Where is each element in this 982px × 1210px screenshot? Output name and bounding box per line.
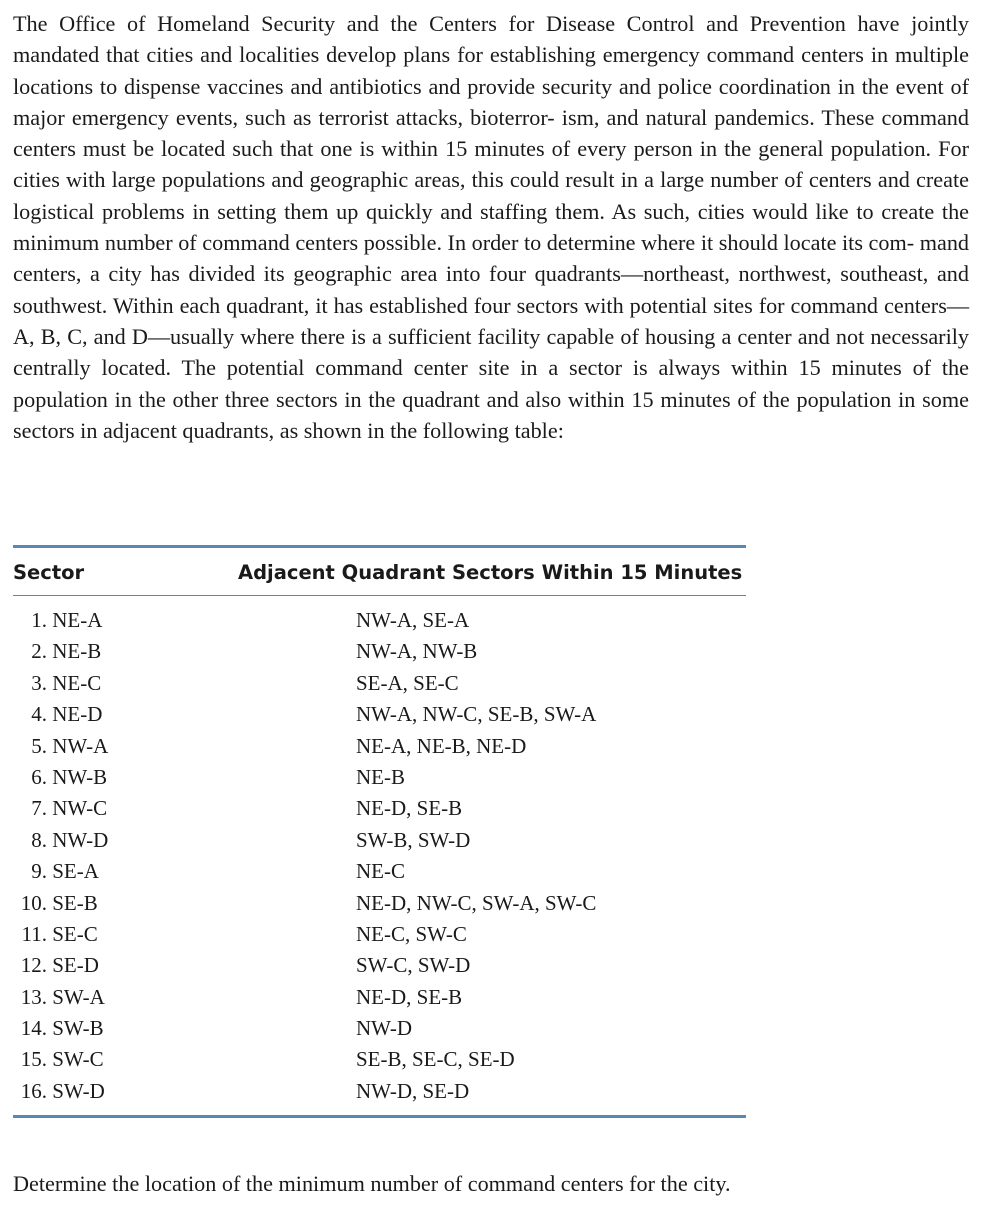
- adjacent-cell: NW-D: [356, 1016, 412, 1041]
- intro-line: The Office of Homeland Security and the Centers for Disease Control and Prevention have: [13, 11, 900, 36]
- sector-cell: [13, 1076, 133, 1107]
- adjacent-cell: NW-A, SE-A: [356, 608, 470, 632]
- table-row: [13, 731, 746, 762]
- row-number: 14.: [20, 1016, 47, 1041]
- intro-line: in setting them up quickly and staffing them. As such, cities would like to create the minimum: [13, 198, 970, 256]
- adjacent-cell: SE-B, SE-C, SE-D: [356, 1047, 515, 1072]
- sector-cell: [13, 668, 133, 699]
- table-row: [13, 856, 746, 887]
- intro-line: centers in multiple locations to dispense vaccines and antibiotics and provide security and: [13, 42, 969, 99]
- sector-name: SE-A: [52, 859, 99, 884]
- row-number: 16.: [20, 1078, 47, 1103]
- adjacent-cell: NW-A, NW-B: [356, 639, 478, 664]
- table-row: [13, 1076, 746, 1107]
- sector-name: NW-C: [52, 796, 108, 821]
- sector-name: SE-B: [52, 890, 98, 915]
- sector-cell: [13, 825, 133, 856]
- document-page: [13, 8, 970, 1196]
- row-number: 11.: [21, 921, 47, 946]
- table-row: [13, 636, 746, 667]
- intro-line: of housing a center and not necessarily centrally located. The potential command center site in: [13, 323, 969, 381]
- sector-cell: [13, 919, 133, 950]
- adjacent-cell: NE-D, SE-B: [356, 984, 463, 1009]
- table-header: [13, 548, 746, 595]
- row-number: 1.: [31, 608, 47, 632]
- sector-cell: [13, 856, 133, 887]
- adjacent-cell: SW-C, SW-D: [356, 953, 471, 978]
- row-number: 9.: [31, 859, 47, 884]
- intro-line: the following table:: [390, 417, 564, 443]
- sector-cell: [13, 982, 133, 1013]
- intro-paragraph: [13, 8, 969, 446]
- header-adjacent: Adjacent Quadrant Sectors Within 15 Minutes: [238, 561, 743, 584]
- row-number: 8.: [31, 827, 47, 852]
- sector-name: NW-B: [52, 764, 108, 789]
- sector-name: SW-A: [52, 984, 105, 1009]
- row-number: 6.: [31, 764, 47, 789]
- header-sector: Sector: [13, 561, 85, 584]
- sector-cell: [13, 636, 133, 667]
- row-number: 4.: [31, 702, 47, 727]
- intro-line: and also within 15 minutes of the population in some sectors in adjacent quadrants, as shown in: [13, 386, 969, 443]
- sector-cell: [13, 888, 133, 919]
- table-row: [13, 825, 746, 856]
- table-row: [13, 605, 746, 636]
- sector-cell: [13, 1013, 133, 1044]
- sector-name: NW-A: [52, 733, 109, 758]
- intro-line: southeast, and southwest. Within each quadrant, it has established four sectors with potential: [13, 261, 969, 318]
- intro-line: sites for command centers—A, B, C, and D—usually where there is a sufficient facility capable: [13, 292, 970, 349]
- sector-cell: [13, 699, 133, 730]
- sector-name: NE-C: [52, 670, 102, 695]
- adjacent-cell: NE-D, NW-C, SW-A, SW-C: [356, 890, 597, 915]
- sector-name: NE-A: [52, 608, 103, 632]
- intro-line: geographic areas, this could result in a large number of centers and create logistical problems: [13, 167, 969, 224]
- sector-cell: [13, 950, 133, 981]
- adjacent-cell: NE-D, SE-B: [356, 796, 463, 821]
- table-row: [13, 982, 746, 1013]
- sector-table: [13, 545, 746, 1118]
- intro-line: a sector is always within 15 minutes of the population in the other three sectors in the quadrant: [13, 355, 970, 412]
- intro-line: police coordination in the event of major emergency events, such as terrorist attacks, bioterror-: [13, 73, 970, 130]
- adjacent-cell: NW-A, NW-C, SE-B, SW-A: [356, 702, 597, 727]
- intro-line: jointly mandated that cities and localities develop plans for establishing emergency command: [13, 11, 970, 68]
- sector-name: NE-D: [52, 702, 103, 727]
- row-number: 7.: [31, 796, 47, 821]
- table-row: [13, 1013, 746, 1044]
- sector-name: SW-C: [52, 1047, 104, 1072]
- adjacent-cell: NE-B: [356, 764, 405, 789]
- sector-name: SE-C: [52, 921, 98, 946]
- adjacent-cell: NE-A, NE-B, NE-D: [356, 733, 527, 758]
- sector-name: SW-B: [52, 1016, 104, 1041]
- table-row: [13, 699, 746, 730]
- sector-name: SE-D: [52, 953, 99, 978]
- table-row: [13, 762, 746, 793]
- table-row: [13, 888, 746, 919]
- sector-cell: [13, 1044, 133, 1075]
- adjacent-cell: SE-A, SE-C: [356, 670, 459, 695]
- sector-cell: [13, 605, 133, 636]
- table-row: [13, 1044, 746, 1075]
- row-number: 12.: [20, 953, 47, 978]
- row-number: 2.: [31, 639, 47, 664]
- row-number: 5.: [31, 733, 47, 758]
- table-row: [13, 919, 746, 950]
- table-bottom-rule: [13, 1115, 746, 1118]
- adjacent-cell: NE-C: [356, 859, 405, 884]
- sector-name: NW-D: [52, 827, 109, 852]
- question-text: Determine the location of the minimum number of command centers for the city.: [13, 1171, 731, 1196]
- sector-name: NE-B: [52, 639, 102, 664]
- table-row: [13, 668, 746, 699]
- row-number: 10.: [20, 890, 47, 915]
- row-number: 15.: [20, 1047, 47, 1072]
- table-row: [13, 793, 746, 824]
- row-number: 13.: [20, 984, 47, 1009]
- intro-line: mand centers, a city has divided its geographic area into four quadrants—northeast, northwest,: [13, 230, 970, 287]
- adjacent-cell: NW-D, SE-D: [356, 1078, 470, 1103]
- adjacent-cell: NE-C, SW-C: [356, 921, 467, 946]
- intro-line: 15 minutes of every person in the general population. For cities with large populations and: [13, 136, 969, 193]
- intro-line: ism, and natural pandemics. These command centers must be located such that one is within: [13, 104, 969, 162]
- sector-cell: [13, 793, 133, 824]
- table-row: [13, 950, 746, 981]
- sector-cell: [13, 762, 133, 793]
- adjacent-cell: SW-B, SW-D: [356, 827, 471, 852]
- table-body: [13, 596, 746, 1115]
- sector-name: SW-D: [52, 1078, 105, 1103]
- row-number: 3.: [31, 670, 47, 695]
- intro-line: number of command centers possible. In order to determine where it should locate its com-: [104, 230, 915, 256]
- sector-cell: [13, 731, 133, 762]
